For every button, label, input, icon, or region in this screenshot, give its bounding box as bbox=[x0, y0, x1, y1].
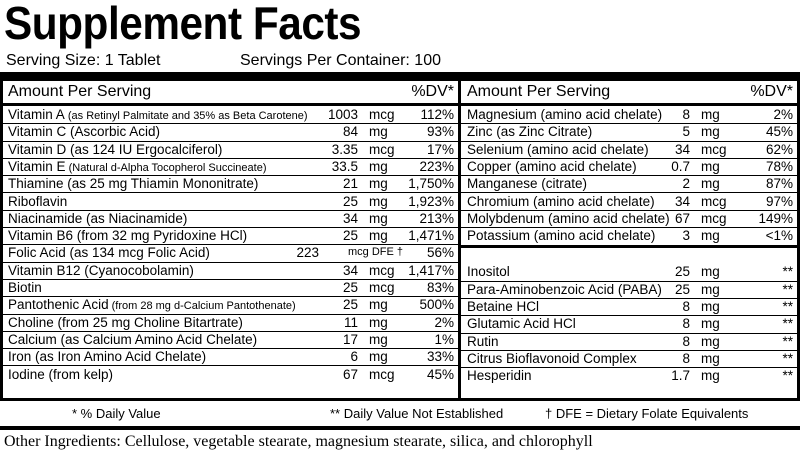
nutrient-row bbox=[3, 158, 458, 176]
nutrient-amount: 5 bbox=[682, 124, 690, 140]
nutrient-name-cell bbox=[8, 279, 42, 296]
nutrient-unit: mcg bbox=[701, 210, 727, 226]
nutrient-name-cell bbox=[8, 314, 243, 331]
nutrient-row bbox=[461, 158, 797, 176]
nutrient-amount: 84 bbox=[342, 124, 358, 140]
nutrient-amount: 8 bbox=[682, 316, 690, 332]
nutrient-row bbox=[3, 296, 458, 314]
nutrient-name: Para-Aminobenzoic Acid (PABA) bbox=[467, 281, 662, 297]
dv-heading: %DV* bbox=[750, 83, 793, 100]
nutrient-name-cell bbox=[8, 123, 160, 140]
nutrient-daily-value: 1% bbox=[434, 331, 454, 347]
amount-per-serving-heading: Amount Per Serving bbox=[8, 83, 152, 100]
nutrient-row bbox=[461, 298, 797, 316]
dv-heading: %DV* bbox=[411, 83, 454, 100]
nutrient-amount: 34 bbox=[674, 193, 690, 209]
nutrient-amount: 25 bbox=[342, 193, 358, 209]
nutrient-unit: mg bbox=[369, 124, 388, 140]
nutrient-unit: mg bbox=[701, 333, 720, 349]
nutrient-unit: mcg bbox=[369, 366, 395, 382]
nutrient-row bbox=[461, 333, 797, 351]
nutrient-name: Vitamin D (as 124 IU Ergocalciferol) bbox=[8, 141, 223, 157]
nutrient-row bbox=[461, 227, 797, 244]
nutrient-unit: mcg DFE † bbox=[348, 246, 404, 259]
nutrient-name: Glutamic Acid HCl bbox=[467, 316, 576, 332]
nutrient-row bbox=[3, 244, 458, 262]
nutrient-unit: mg bbox=[369, 158, 388, 174]
nutrient-unit: mg bbox=[369, 297, 388, 313]
nutrient-amount: 2 bbox=[682, 176, 690, 192]
nutrient-source-note: (from 28 mg d-Calcium Pantothenate) bbox=[108, 300, 296, 313]
nutrient-daily-value: 2% bbox=[773, 107, 793, 122]
nutrient-name: Zinc (as Zinc Citrate) bbox=[467, 124, 593, 140]
nutrient-amount: 17 bbox=[342, 331, 358, 347]
nutrient-amount: 3 bbox=[682, 228, 690, 244]
nutrient-name: Biotin bbox=[8, 280, 42, 295]
nutrient-row bbox=[3, 227, 458, 245]
nutrient-name-cell bbox=[8, 141, 222, 158]
nutrient-daily-value: ** bbox=[782, 316, 793, 332]
servings-per-container: Servings Per Container: 100 bbox=[240, 52, 441, 69]
nutrient-unit: mg bbox=[701, 281, 720, 297]
nutrient-amount: 33.5 bbox=[331, 158, 358, 174]
nutrient-name-cell bbox=[8, 210, 187, 227]
nutrient-unit: mcg bbox=[369, 141, 395, 157]
nutrient-unit: mg bbox=[701, 299, 720, 314]
nutrient-unit: mg bbox=[369, 331, 388, 347]
nutrient-row bbox=[461, 175, 797, 193]
nutrient-name: Vitamin E bbox=[8, 158, 66, 174]
nutrient-unit: mg bbox=[369, 314, 388, 330]
nutrient-daily-value: 1,471% bbox=[408, 228, 454, 244]
nutrient-amount: 11 bbox=[343, 314, 358, 330]
footnote-not-established: ** Daily Value Not Established bbox=[330, 406, 504, 421]
nutrient-row bbox=[461, 123, 797, 141]
nutrient-amount: 34 bbox=[674, 141, 690, 157]
nutrient-daily-value: ** bbox=[782, 350, 793, 366]
serving-size: Serving Size: 1 Tablet bbox=[6, 52, 161, 69]
nutrient-source-note: (Natural d-Alpha Tocopherol Succineate) bbox=[65, 161, 267, 174]
nutrient-daily-value: 62% bbox=[765, 141, 793, 157]
nutrient-name-cell bbox=[8, 348, 206, 365]
nutrient-row bbox=[461, 367, 797, 384]
nutrient-row bbox=[3, 141, 458, 159]
nutrient-name: Calcium (as Calcium Amino Acid Chelate) bbox=[8, 331, 258, 347]
nutrient-unit: mg bbox=[701, 228, 720, 244]
nutrient-unit: mg bbox=[701, 124, 720, 140]
nutrient-row bbox=[3, 210, 458, 228]
nutrient-daily-value: ** bbox=[782, 281, 793, 297]
nutrient-amount: 25 bbox=[674, 281, 690, 297]
right-nutrient-panel bbox=[458, 78, 800, 401]
nutrient-name: Iron (as Iron Amino Acid Chelate) bbox=[8, 349, 207, 365]
nutrient-unit: mcg bbox=[369, 107, 395, 122]
nutrient-name: Choline (from 25 mg Choline Bitartrate) bbox=[8, 314, 243, 330]
nutrient-daily-value: ** bbox=[782, 264, 793, 280]
nutrient-daily-value: 45% bbox=[426, 366, 454, 382]
nutrient-row bbox=[3, 123, 458, 141]
nutrient-name: Rutin bbox=[467, 333, 499, 349]
nutrient-daily-value: 500% bbox=[419, 297, 454, 313]
nutrient-name: Niacinamide (as Niacinamide) bbox=[8, 210, 188, 226]
nutrient-unit: mg bbox=[701, 176, 720, 192]
nutrient-daily-value: 213% bbox=[419, 210, 454, 226]
nutrient-name: Vitamin B6 (from 32 mg Pyridoxine HCl) bbox=[8, 228, 248, 244]
nutrient-amount: 34 bbox=[342, 210, 358, 226]
nutrient-daily-value: 1,923% bbox=[408, 193, 454, 209]
nutrient-unit: mcg bbox=[701, 193, 727, 209]
amount-per-serving-heading: Amount Per Serving bbox=[467, 83, 611, 100]
nutrient-daily-value: ** bbox=[782, 299, 793, 314]
nutrient-unit: mg bbox=[701, 350, 720, 366]
footnote-dfe: † DFE = Dietary Folate Equivalents bbox=[545, 406, 749, 421]
nutrient-name: Magnesium (amino acid chelate) bbox=[467, 107, 663, 122]
footnotes bbox=[0, 406, 800, 426]
nutrient-daily-value: <1% bbox=[765, 228, 793, 244]
nutrient-amount: 1.7 bbox=[671, 368, 690, 384]
nutrient-amount: 8 bbox=[682, 350, 690, 366]
nutrient-daily-value: ** bbox=[782, 368, 793, 384]
nutrient-unit: mg bbox=[701, 158, 720, 174]
nutrient-row bbox=[461, 141, 797, 159]
nutrient-name: Iodine (from kelp) bbox=[8, 366, 114, 382]
nutrient-name: Vitamin A bbox=[8, 107, 65, 122]
nutrient-row bbox=[461, 193, 797, 211]
nutrient-unit: mg bbox=[369, 210, 388, 226]
nutrient-row bbox=[461, 315, 797, 333]
nutrient-amount: 6 bbox=[350, 349, 358, 365]
nutrient-daily-value: 1,750% bbox=[408, 176, 454, 192]
nutrient-name-cell bbox=[8, 193, 67, 210]
nutrient-unit: mg bbox=[701, 107, 720, 122]
nutrient-name-cell bbox=[8, 262, 194, 279]
section-divider bbox=[461, 245, 797, 248]
nutrient-row bbox=[461, 263, 797, 281]
nutrient-row bbox=[3, 262, 458, 280]
nutrient-unit: mg bbox=[369, 193, 388, 209]
nutrient-name: Citrus Bioflavonoid Complex bbox=[467, 350, 637, 366]
nutrient-name: Molybdenum (amino acid chelate) bbox=[467, 210, 670, 226]
nutrient-amount: 0.7 bbox=[671, 158, 690, 174]
nutrient-row bbox=[461, 350, 797, 368]
nutrient-amount: 25 bbox=[674, 264, 690, 280]
nutrient-row bbox=[461, 106, 797, 124]
nutrient-name: Hesperidin bbox=[467, 368, 532, 384]
label-title: Supplement Facts bbox=[4, 0, 362, 49]
nutrient-source-note: (as Retinyl Palmitate and 35% as Beta Carotene) bbox=[64, 110, 308, 122]
nutrient-unit: mg bbox=[701, 264, 720, 280]
nutrient-row bbox=[3, 314, 458, 332]
nutrient-unit: mg bbox=[369, 228, 388, 244]
left-nutrient-panel bbox=[0, 78, 461, 401]
nutrient-row bbox=[3, 348, 458, 366]
nutrient-unit: mg bbox=[369, 176, 388, 192]
nutrient-daily-value: 93% bbox=[426, 124, 454, 140]
nutrient-name-cell bbox=[8, 175, 258, 192]
nutrient-name-cell bbox=[8, 244, 210, 261]
nutrient-unit: mcg bbox=[369, 280, 395, 295]
nutrient-row bbox=[461, 281, 797, 299]
nutrient-name-cell bbox=[8, 227, 247, 244]
nutrient-daily-value: 1,417% bbox=[408, 262, 454, 278]
nutrient-daily-value: 56% bbox=[426, 245, 454, 261]
nutrient-daily-value: ** bbox=[782, 333, 793, 349]
nutrient-amount: 25 bbox=[342, 297, 358, 313]
nutrient-daily-value: 17% bbox=[426, 141, 454, 157]
nutrient-amount: 25 bbox=[342, 280, 358, 295]
nutrient-row bbox=[3, 331, 458, 349]
right-panel-header bbox=[461, 81, 797, 106]
nutrient-row bbox=[3, 175, 458, 193]
nutrient-unit: mcg bbox=[701, 141, 727, 157]
nutrient-name: Chromium (amino acid chelate) bbox=[467, 193, 655, 209]
nutrient-name: Thiamine (as 25 mg Thiamin Mononitrate) bbox=[8, 176, 259, 192]
nutrient-name: Inositol bbox=[467, 264, 510, 280]
nutrient-name: Manganese (citrate) bbox=[467, 176, 588, 192]
nutrient-daily-value: 149% bbox=[758, 210, 793, 226]
nutrient-name: Pantothenic Acid bbox=[8, 297, 109, 313]
nutrient-name: Folic Acid (as 134 mcg Folic Acid) bbox=[8, 245, 210, 261]
nutrient-amount: 25 bbox=[342, 228, 358, 244]
nutrient-amount: 3.35 bbox=[331, 141, 358, 157]
nutrient-unit: mg bbox=[701, 368, 720, 384]
nutrient-unit: mg bbox=[701, 316, 720, 332]
nutrient-name: Riboflavin bbox=[8, 193, 68, 209]
nutrient-row bbox=[461, 210, 797, 228]
nutrient-name: Vitamin B12 (Cyanocobolamin) bbox=[8, 262, 194, 278]
nutrient-name: Betaine HCl bbox=[467, 299, 540, 314]
nutrient-amount: 21 bbox=[342, 176, 358, 192]
nutrient-row bbox=[3, 279, 458, 297]
nutrient-daily-value: 33% bbox=[426, 349, 454, 365]
nutrient-row bbox=[3, 106, 458, 124]
nutrient-unit: mcg bbox=[369, 262, 395, 278]
nutrient-amount: 67 bbox=[342, 366, 358, 382]
nutrient-amount: 1003 bbox=[327, 107, 358, 122]
nutrient-amount: 8 bbox=[682, 333, 690, 349]
nutrient-amount: 34 bbox=[342, 262, 358, 278]
bottom-thick-rule bbox=[0, 426, 800, 430]
nutrient-amount: 8 bbox=[682, 299, 690, 314]
nutrient-daily-value: 97% bbox=[765, 193, 793, 209]
nutrient-amount: 8 bbox=[682, 107, 690, 122]
nutrient-amount: 67 bbox=[674, 210, 690, 226]
left-panel-header bbox=[3, 81, 458, 106]
nutrient-amount: 223 bbox=[296, 245, 319, 261]
nutrient-daily-value: 112% bbox=[420, 107, 454, 122]
nutrient-name: Copper (amino acid chelate) bbox=[467, 158, 637, 174]
other-ingredients: Other Ingredients: Cellulose, vegetable stearate, magnesium stearate, silica, and chlorophyll bbox=[4, 433, 593, 450]
nutrient-name: Vitamin C (Ascorbic Acid) bbox=[8, 124, 161, 140]
nutrient-name-cell bbox=[8, 331, 257, 348]
footnote-daily-value: * % Daily Value bbox=[72, 406, 161, 421]
nutrient-name-cell bbox=[8, 366, 113, 383]
nutrient-daily-value: 223% bbox=[419, 158, 454, 174]
nutrient-unit: mg bbox=[369, 349, 388, 365]
nutrient-daily-value: 87% bbox=[765, 176, 793, 192]
nutrient-daily-value: 78% bbox=[765, 158, 793, 174]
nutrient-name: Potassium (amino acid chelate) bbox=[467, 228, 656, 244]
nutrient-daily-value: 83% bbox=[426, 280, 454, 295]
nutrient-row bbox=[3, 193, 458, 211]
nutrient-row bbox=[3, 366, 458, 383]
nutrient-daily-value: 2% bbox=[434, 314, 454, 330]
nutrient-name: Selenium (amino acid chelate) bbox=[467, 141, 649, 157]
nutrient-daily-value: 45% bbox=[765, 124, 793, 140]
